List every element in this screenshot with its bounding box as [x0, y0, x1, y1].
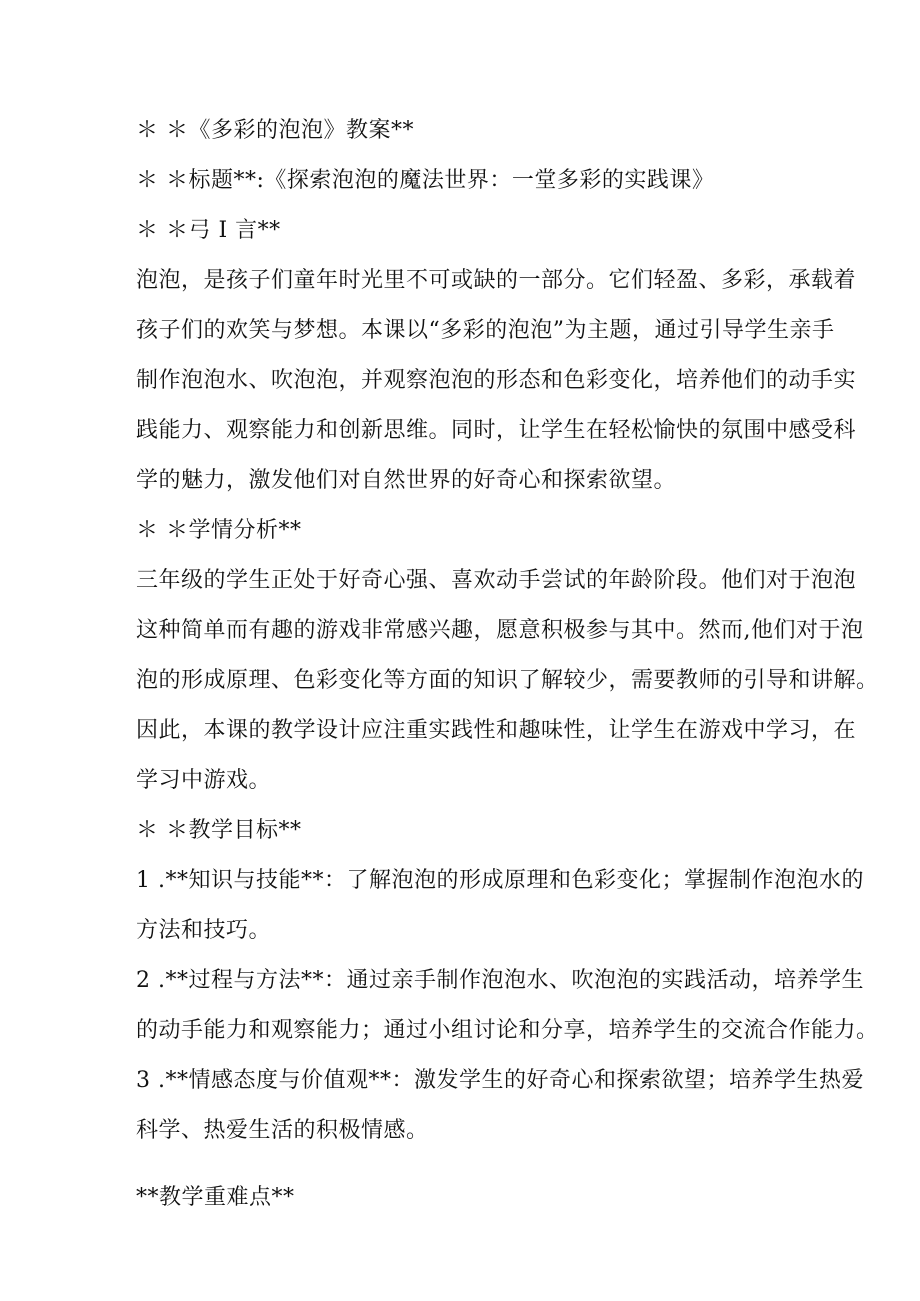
objective-item-line: 2 .**过程与方法**：通过亲手制作泡泡水、吹泡泡的实践活动，培养学生 [136, 968, 864, 993]
objective-item-line: 的动手能力和观察能力；通过小组讨论和分享，培养学生的交流合作能力。 [136, 1018, 879, 1043]
analysis-paragraph-line: 因此，本课的教学设计应注重实践性和趣味性，让学生在游戏中学习，在 [136, 718, 857, 743]
analysis-paragraph-line: 三年级的学生正处于好奇心强、喜欢动手尝试的年龄阶段。他们对于泡泡 [136, 568, 857, 593]
intro-paragraph-line: 孩子们的欢笑与梦想。本课以“多彩的泡泡”为主题，通过引导学生亲手 [136, 318, 835, 343]
title-line: ＊ ＊标题**:《探索泡泡的魔法世界：一堂多彩的实践课》 [136, 168, 715, 193]
objective-item-line: 科学、热爱生活的积极情感。 [136, 1118, 429, 1143]
objectives-heading: ＊ ＊教学目标** [136, 818, 302, 843]
intro-heading: ＊ ＊弓 I 言** [136, 218, 281, 243]
key-points-heading: **教学重难点** [136, 1185, 295, 1210]
intro-paragraph-line: 泡泡，是孩子们童年时光里不可或缺的一部分。它们轻盈、多彩，承载着 [136, 268, 857, 293]
intro-paragraph-line: 践能力、观察能力和创新思维。同时，让学生在轻松愉快的氛围中感受科 [136, 418, 857, 443]
objective-item-line: 1 .**知识与技能**：了解泡泡的形成原理和色彩变化；掌握制作泡泡水的 [136, 868, 864, 893]
objective-item-line: 3 .**情感态度与价值观**：激发学生的好奇心和探索欲望；培养学生热爱 [136, 1068, 864, 1093]
intro-paragraph-line: 学的魅力，激发他们对自然世界的好奇心和探索欲望。 [136, 468, 677, 493]
lesson-plan-heading: ＊ ＊《多彩的泡泡》教案** [136, 118, 414, 143]
analysis-paragraph-line: 这种简单而有趣的游戏非常感兴趣，愿意积极参与其中。然而,他们对于泡 [136, 618, 864, 643]
objective-item-line: 方法和技巧。 [136, 918, 272, 943]
analysis-paragraph-line: 学习中游戏。 [136, 768, 272, 793]
intro-paragraph-line: 制作泡泡水、吹泡泡，并观察泡泡的形态和色彩变化，培养他们的动手实 [136, 368, 857, 393]
student-analysis-heading: ＊ ＊学情分析** [136, 518, 302, 543]
analysis-paragraph-line: 泡的形成原理、色彩变化等方面的知识了解较少，需要教师的引导和讲解。 [136, 668, 879, 693]
